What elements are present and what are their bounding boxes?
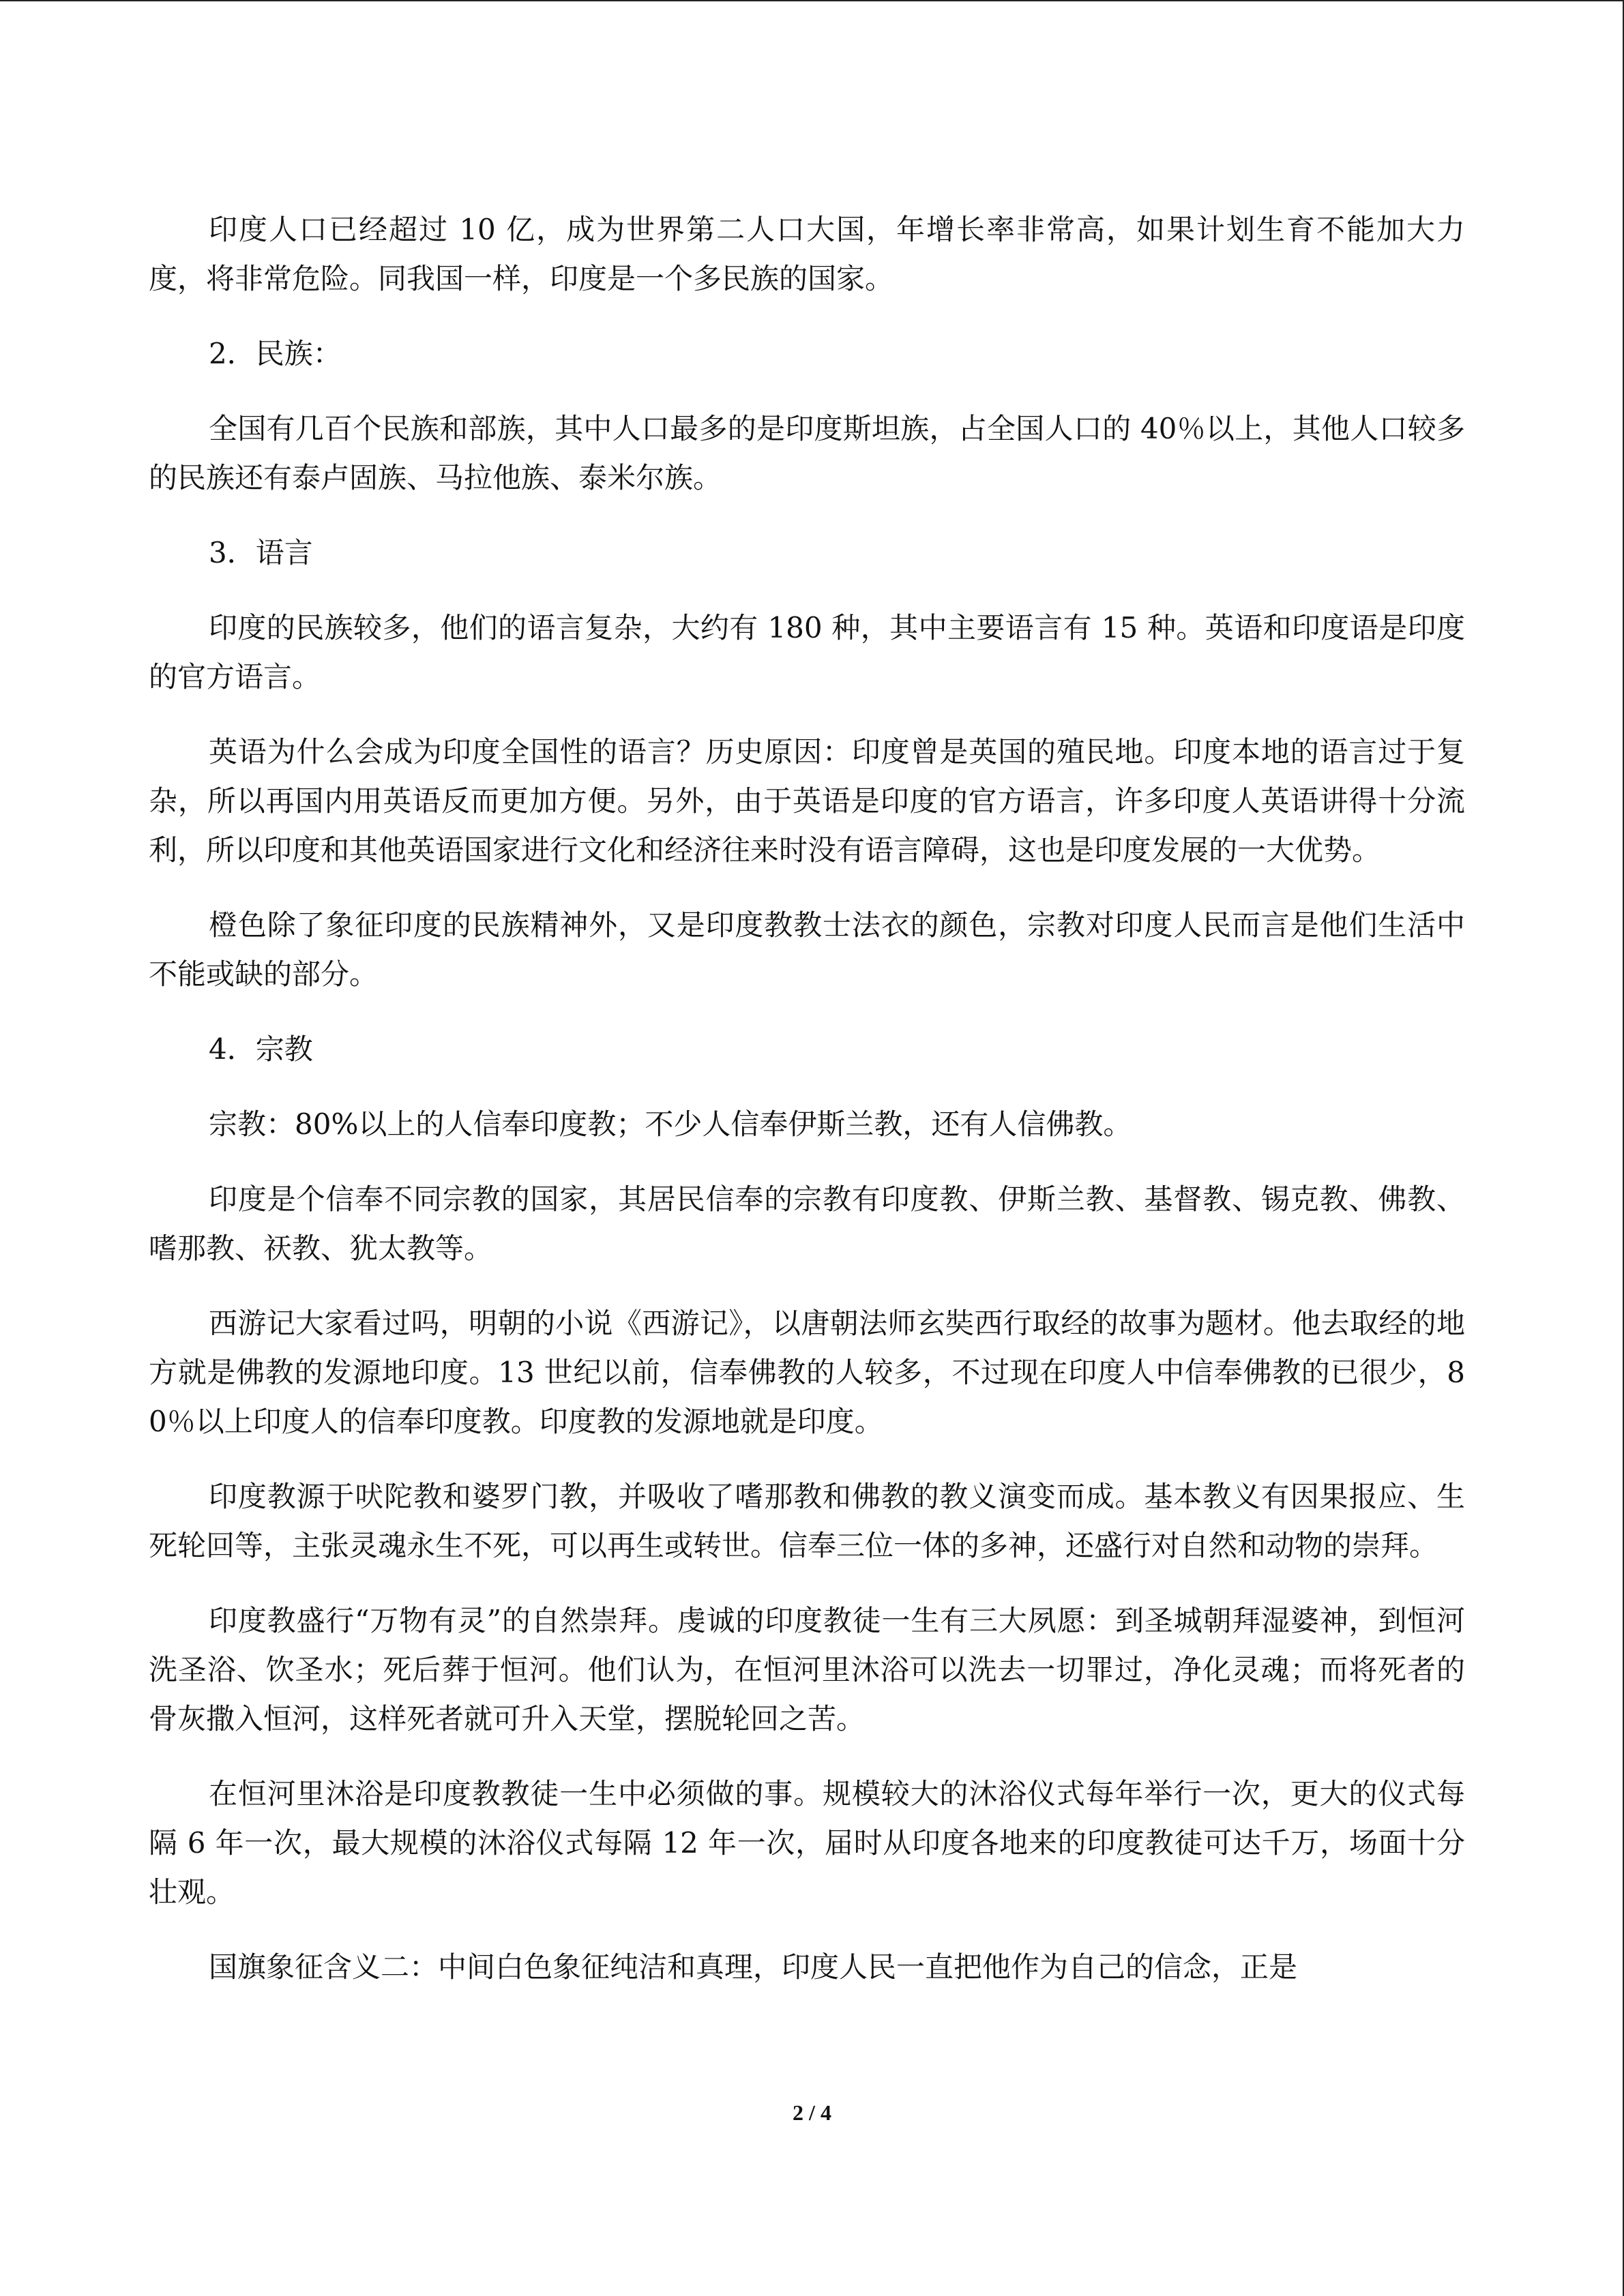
paragraph-bathing-ritual: 在恒河里沐浴是印度教教徒一生中必须做的事。规模较大的沐浴仪式每年举行一次，更大的仪式每隔 6 年一次，最大规模的沐浴仪式每隔 12 年一次，届时从印度各地来的印度教徒可达千万，场面十分壮观。 bbox=[149, 1777, 1465, 1909]
paragraph-religion-summary: 宗教：80%以上的人信奉印度教；不少人信奉伊斯兰教，还有人信佛教。 bbox=[209, 1107, 1132, 1141]
paragraph-languages: 印度的民族较多，他们的语言复杂，大约有 180 种，其中主要语言有 15 种。英语和印度语是印度的官方语言。 bbox=[149, 611, 1465, 694]
paragraph-ethnic-groups: 全国有几百个民族和部族，其中人口最多的是印度斯坦族，占全国人口的 40％以上，其他人口较多的民族还有泰卢固族、马拉他族、泰米尔族。 bbox=[149, 412, 1465, 494]
paragraph-ganges-beliefs: 印度教盛行“万物有灵”的自然崇拜。虔诚的印度教徒一生有三大夙愿：到圣城朝拜湿婆神，到恒河洗圣浴、饮圣水；死后葬于恒河。他们认为，在恒河里沐浴可以洗去一切罪过，净化灵魂；而将死者的骨灰撒入恒河，这样死者就可升入天堂，摆脱轮回之苦。 bbox=[149, 1604, 1465, 1735]
paragraph-orange-color: 橙色除了象征印度的民族精神外，又是印度教教士法衣的颜色，宗教对印度人民而言是他们生活中不能或缺的部分。 bbox=[149, 908, 1465, 991]
paragraph-english-reason: 英语为什么会成为印度全国性的语言？历史原因：印度曾是英国的殖民地。印度本地的语言过于复杂，所以再国内用英语反而更加方便。另外，由于英语是印度的官方语言，许多印度人英语讲得十分流利，所以印度和其他英语国家进行文化和经济往来时没有语言障碍，这也是印度发展的一大优势。 bbox=[149, 735, 1465, 867]
paragraph-religions-list: 印度是个信奉不同宗教的国家，其居民信奉的宗教有印度教、伊斯兰教、基督教、锡克教、佛教、嗜那教、祆教、犹太教等。 bbox=[149, 1182, 1465, 1265]
paragraph-population: 印度人口已经超过 10 亿，成为世界第二人口大国，年增长率非常高，如果计划生育不能加大力度，将非常危险。同我国一样，印度是一个多民族的国家。 bbox=[149, 213, 1465, 295]
document-body bbox=[149, 205, 1465, 1992]
section-heading-language: 3．语言 bbox=[209, 536, 313, 569]
section-heading-ethnicity: 2．民族： bbox=[209, 337, 342, 370]
page-number: 2 / 4 bbox=[793, 2100, 831, 2125]
top-border-line bbox=[0, 0, 1624, 1]
paragraph-journey-west: 西游记大家看过吗，明朝的小说《西游记》，以唐朝法师玄奘西行取经的故事为题材。他去取经的地方就是佛教的发源地印度。13 世纪以前，信奉佛教的人较多，不过现在印度人中信奉佛教的已很少，80％以上印度人的信奉印度教。印度教的发源地就是印度。 bbox=[149, 1307, 1465, 1438]
section-heading-religion: 4．宗教 bbox=[209, 1032, 313, 1066]
paragraph-flag-meaning: 国旗象征含义二：中间白色象征纯洁和真理，印度人民一直把他作为自己的信念，正是 bbox=[209, 1950, 1298, 1984]
paragraph-hinduism-origin: 印度教源于吠陀教和婆罗门教，并吸收了嗜那教和佛教的教义演变而成。基本教义有因果报应、生死轮回等，主张灵魂永生不死，可以再生或转世。信奉三位一体的多神，还盛行对自然和动物的崇拜。 bbox=[149, 1480, 1465, 1562]
